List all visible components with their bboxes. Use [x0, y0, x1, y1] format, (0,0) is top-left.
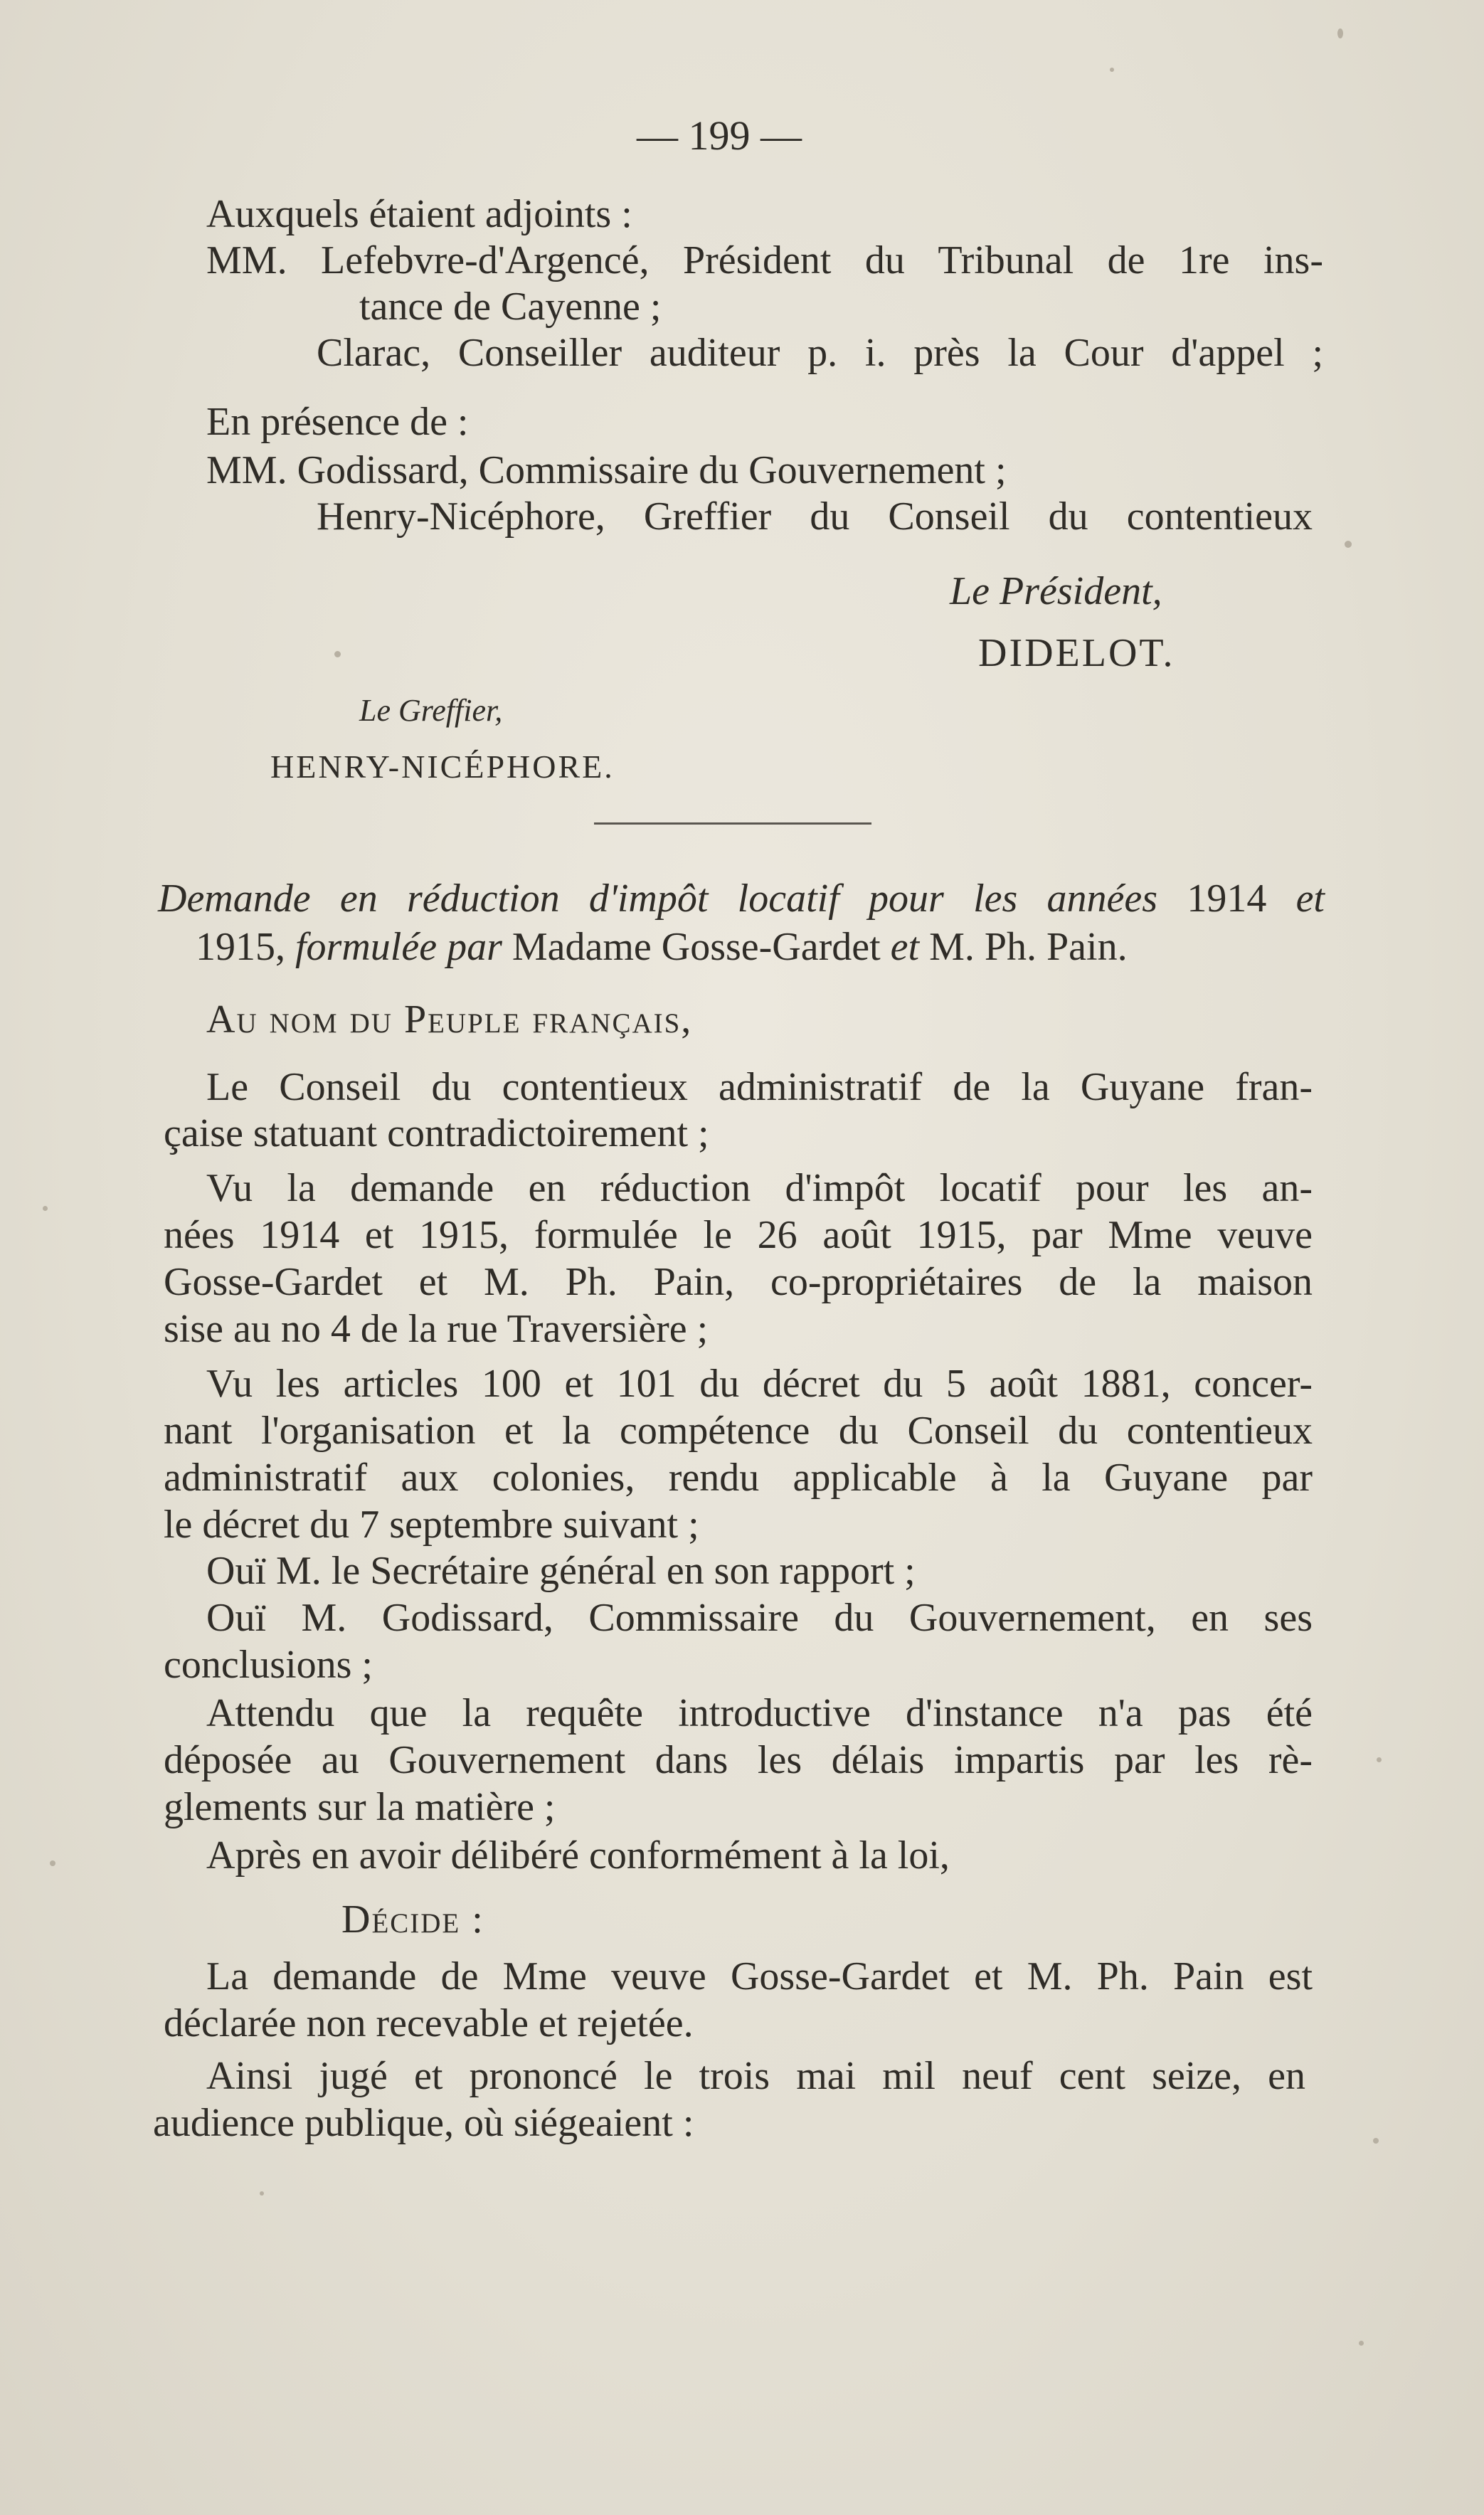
- case-title-italic: Demande en réduction d'impôt locatif pour les années: [158, 877, 1158, 921]
- p2-line1: Vu la demande en réduction d'impôt locatif pour les an-: [206, 1166, 1313, 1210]
- p8-line2: déclarée non recevable et rejetée.: [164, 2001, 694, 2045]
- p3-line4: le décret du 7 septembre suivant ;: [164, 1503, 699, 1547]
- p8-line1: La demande de Mme veuve Gosse-Gardet et M. Ph. Pain est: [206, 1954, 1313, 1998]
- p5-line1: Ouï M. Godissard, Commissaire du Gouvernement, en ses: [206, 1596, 1313, 1640]
- case-title-name2: M. Ph. Pain.: [929, 925, 1128, 969]
- paper-speck: [334, 651, 341, 657]
- president-title: Le Président,: [950, 569, 1162, 613]
- decide-heading: Décide :: [341, 1897, 484, 1942]
- paper-speck: [1373, 2138, 1379, 2144]
- heading-au-nom: Au nom du Peuple français,: [206, 997, 693, 1042]
- case-title-formulee: formulée par: [295, 925, 502, 969]
- p6-line3: glements sur la matière ;: [164, 1785, 556, 1829]
- greffier-name: HENRY-NICÉPHORE.: [270, 748, 615, 785]
- p7-line1: Après en avoir délibéré conformément à la loi,: [206, 1833, 950, 1878]
- p4-line1: Ouï M. le Secrétaire général en son rapport ;: [206, 1549, 916, 1593]
- p5-line2: conclusions ;: [164, 1643, 373, 1687]
- paper-speck: [1345, 541, 1352, 548]
- paper-speck: [1359, 2341, 1364, 2346]
- p3-line3: administratif aux colonies, rendu applicable à la Guyane par: [164, 1456, 1313, 1500]
- page-number: — 199 —: [637, 112, 802, 159]
- assessor-clarac: Clarac, Conseiller auditeur p. i. près la Cour d'appel ;: [317, 331, 1323, 375]
- p1-line1: Le Conseil du contentieux administratif de la Guyane fran-: [206, 1065, 1313, 1109]
- case-title-year1915: 1915,: [196, 925, 285, 969]
- section-divider: [594, 822, 871, 825]
- presence-intro: En présence de :: [206, 400, 469, 444]
- paper-speck: [1337, 28, 1343, 38]
- greffier-title: Le Greffier,: [359, 693, 503, 728]
- case-title-et: et: [1295, 877, 1325, 921]
- assessor-lefebvre-cont: tance de Cayenne ;: [359, 285, 662, 329]
- presence-henry: Henry-Nicéphore, Greffier du Conseil du contentieux: [317, 494, 1313, 539]
- p2-line3: Gosse-Gardet et M. Ph. Pain, co-propriétaires de la maison: [164, 1260, 1313, 1304]
- case-title-name1: Madame Gosse-Gardet: [512, 925, 881, 969]
- p6-line2: déposée au Gouvernement dans les délais impartis par les rè-: [164, 1738, 1313, 1782]
- p3-line2: nant l'organisation et la compétence du Conseil du contentieux: [164, 1409, 1313, 1453]
- presence-godissard: MM. Godissard, Commissaire du Gouvernement ;: [206, 448, 1007, 492]
- assessors-intro: Auxquels étaient adjoints :: [206, 192, 632, 236]
- paper-speck: [43, 1206, 48, 1211]
- p1-line2: çaise statuant contradictoirement ;: [164, 1111, 709, 1155]
- assessor-lefebvre: MM. Lefebvre-d'Argencé, Président du Tribunal de 1re ins-: [206, 238, 1323, 282]
- paper-speck: [260, 2191, 264, 2196]
- p2-line4: sise au no 4 de la rue Traversière ;: [164, 1307, 709, 1351]
- p9-line2: audience publique, où siégeaient :: [153, 2101, 694, 2145]
- case-title-year1914: 1914: [1187, 877, 1267, 921]
- case-title-line1: [158, 875, 1325, 922]
- p9-line1: Ainsi jugé et prononcé le trois mai mil neuf cent seize, en: [206, 2054, 1305, 2098]
- p6-line1: Attendu que la requête introductive d'instance n'a pas été: [206, 1691, 1313, 1735]
- president-name: DIDELOT.: [978, 631, 1175, 675]
- paper-speck: [1377, 1757, 1382, 1762]
- p2-line2: nées 1914 et 1915, formulée le 26 août 1915, par Mme veuve: [164, 1213, 1313, 1257]
- case-title-line2: [196, 923, 1128, 970]
- paper-speck: [50, 1860, 55, 1866]
- case-title-et2: et: [890, 925, 920, 969]
- p3-line1: Vu les articles 100 et 101 du décret du 5 août 1881, concer-: [206, 1362, 1313, 1406]
- paper-speck: [1110, 68, 1114, 72]
